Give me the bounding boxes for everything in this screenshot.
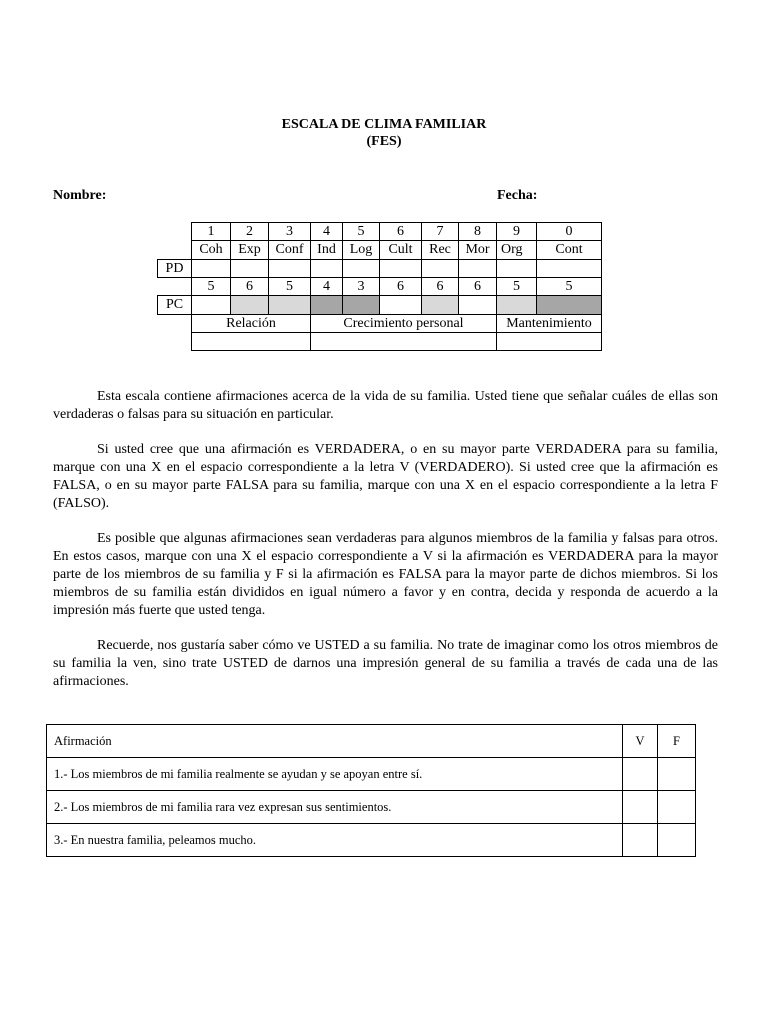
score-abbreviation-row	[158, 241, 602, 260]
statements-header-row	[47, 725, 696, 758]
pd-cell	[192, 260, 231, 278]
dimension-row	[158, 315, 602, 333]
pd-value: 5	[269, 278, 311, 296]
name-label: Nombre:	[53, 188, 107, 203]
pd-row	[158, 260, 602, 278]
statement-header: Afirmación	[47, 725, 623, 758]
statement-row	[47, 758, 696, 791]
dimension-mantenimiento: Mantenimiento	[497, 315, 602, 333]
instruction-paragraph: Recuerde, nos gustaría saber cómo ve USTED a su familia. No trate de imaginar como los otros miembros de su familia la ven, sino trate USTED de darnos una impresión general de su familia a través de cada una de las afirmaciones.	[53, 638, 718, 689]
page-title: ESCALA DE CLIMA FAMILIAR	[281, 117, 487, 132]
dimension-score-row	[158, 333, 602, 351]
statement-row	[47, 791, 696, 824]
pd-cell	[422, 260, 459, 278]
pd-cell	[537, 260, 602, 278]
instruction-paragraph: Esta escala contiene afirmaciones acerca de la vida de su familia. Usted tiene que señalar cuáles de ellas son verdaderas o falsas para su situación en particular.	[53, 389, 718, 422]
pd-value-row	[158, 278, 602, 296]
scale-number: 9	[497, 223, 537, 241]
pd-cell	[380, 260, 422, 278]
pc-cell-shaded	[231, 296, 269, 315]
pc-cell-shaded	[422, 296, 459, 315]
pd-cell	[497, 260, 537, 278]
instruction-paragraph: Es posible que algunas afirmaciones sean verdaderas para algunos miembros de la familia y falsas para otros. En estos casos, marque con una X el espacio correspondiente a V si la afirmación es VERDADERA para la mayor parte de los miembros de su familia y F si la afirmación es FALSA para la mayor parte de dichos miembros. Si los miembros de su familia están divididos en igual número a favor y en contra, decida y responda de acuerdo a la impresión más fuerte que usted tenga.	[53, 531, 718, 618]
pd-value: 5	[192, 278, 231, 296]
scale-number: 0	[537, 223, 602, 241]
scale-abbreviation: Org	[497, 241, 537, 260]
scale-abbreviation: Conf	[269, 241, 311, 260]
dimension-relacion: Relación	[192, 315, 311, 333]
scale-number: 3	[269, 223, 311, 241]
answer-false-cell[interactable]	[658, 824, 696, 857]
statement-text: 1.- Los miembros de mi familia realmente se ayudan y se apoyan entre sí.	[47, 758, 623, 791]
pd-value: 6	[459, 278, 497, 296]
pd-value: 6	[422, 278, 459, 296]
pd-value: 3	[343, 278, 380, 296]
scale-number: 7	[422, 223, 459, 241]
scale-number: 1	[192, 223, 231, 241]
scale-abbreviation: Cont	[537, 241, 602, 260]
scale-number: 2	[231, 223, 269, 241]
scale-abbreviation: Cult	[380, 241, 422, 260]
dimension-crecimiento: Crecimiento personal	[311, 315, 497, 333]
pd-label: PD	[158, 260, 192, 278]
scale-abbreviation: Mor	[459, 241, 497, 260]
pc-label: PC	[158, 296, 192, 315]
answer-false-cell[interactable]	[658, 758, 696, 791]
instruction-paragraph: Si usted cree que una afirmación es VERDADERA, o en su mayor parte VERDADERA para su familia, marque con una X en el espacio correspondiente a la letra V (VERDADERO). Si usted cree que la afirmación es FALSA, o en su mayor parte FALSA para su familia, marque con una X en el espacio correspondiente a la letra F (FALSO).	[53, 442, 718, 511]
pc-cell	[459, 296, 497, 315]
pd-cell	[343, 260, 380, 278]
score-number-row	[158, 223, 602, 241]
statements-table	[46, 724, 696, 857]
true-header: V	[623, 725, 658, 758]
pc-cell	[192, 296, 231, 315]
scale-number: 4	[311, 223, 343, 241]
pc-cell-shaded	[497, 296, 537, 315]
pd-cell	[311, 260, 343, 278]
scale-abbreviation: Exp	[231, 241, 269, 260]
score-grid	[157, 222, 602, 351]
statement-text: 2.- Los miembros de mi familia rara vez expresan sus sentimientos.	[47, 791, 623, 824]
pc-cell-shaded	[537, 296, 602, 315]
scale-abbreviation: Rec	[422, 241, 459, 260]
pd-value: 5	[497, 278, 537, 296]
pc-cell	[380, 296, 422, 315]
false-header: F	[658, 725, 696, 758]
dimension-score-cell	[311, 333, 497, 351]
pd-value: 6	[380, 278, 422, 296]
dimension-score-cell	[497, 333, 602, 351]
page-subtitle: (FES)	[366, 134, 402, 149]
answer-true-cell[interactable]	[623, 824, 658, 857]
scale-number: 5	[343, 223, 380, 241]
pd-value: 6	[231, 278, 269, 296]
scale-abbreviation: Ind	[311, 241, 343, 260]
scale-abbreviation: Coh	[192, 241, 231, 260]
pc-cell-shaded	[343, 296, 380, 315]
scale-number: 8	[459, 223, 497, 241]
dimension-score-cell	[192, 333, 311, 351]
scale-number: 6	[380, 223, 422, 241]
answer-true-cell[interactable]	[623, 758, 658, 791]
scale-abbreviation: Log	[343, 241, 380, 260]
pd-cell	[231, 260, 269, 278]
statement-text: 3.- En nuestra familia, peleamos mucho.	[47, 824, 623, 857]
pd-cell	[269, 260, 311, 278]
statement-row	[47, 824, 696, 857]
pd-value: 5	[537, 278, 602, 296]
pc-row	[158, 296, 602, 315]
date-label: Fecha:	[497, 188, 538, 203]
pc-cell-shaded	[269, 296, 311, 315]
answer-true-cell[interactable]	[623, 791, 658, 824]
pd-value: 4	[311, 278, 343, 296]
pd-cell	[459, 260, 497, 278]
answer-false-cell[interactable]	[658, 791, 696, 824]
pc-cell-shaded	[311, 296, 343, 315]
